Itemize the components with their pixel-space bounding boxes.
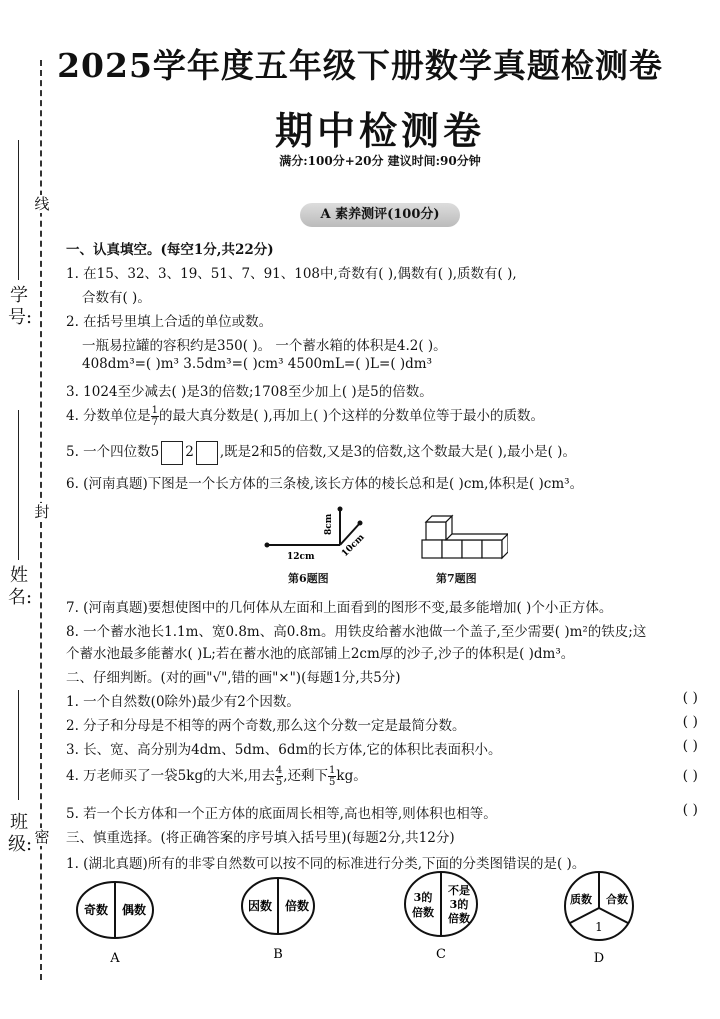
vertex-dot [358,521,363,526]
option-d-label: D [593,951,605,966]
mark-mi: 密 [34,828,50,846]
fraction-four-fifths [275,765,283,788]
option-c-right-2: 3的 [449,898,469,911]
frac-num: 1 [151,405,159,416]
digit-box-1[interactable] [161,441,183,465]
option-c-diagram[interactable] [396,866,486,970]
judge-q5-paren[interactable]: ( ) [682,802,698,818]
option-b-left: 因数 [247,899,273,913]
cube [442,540,462,558]
option-b-diagram[interactable] [235,870,325,970]
frac-num: 4 [275,765,283,776]
mark-feng: 封 [34,503,50,521]
option-c-right-1: 不是 [448,884,470,897]
option-a-diagram[interactable] [70,878,160,978]
frac-den: 5 [329,777,336,788]
q5-line [66,440,576,465]
judge-q1: 1. 一个自然数(0除外)最少有2个因数。 [66,694,300,710]
option-b-right: 倍数 [284,899,310,913]
q8-line-b: 个蓄水池最多能蓄水( )L;若在蓄水池的底部铺上2cm厚的沙子,沙子的体积是( )dm³。 [66,646,575,662]
cube-top-row [446,534,508,540]
cube [482,540,502,558]
judge-q5: 5. 若一个长方体和一个正方体的底面周长相等,高也相等,则体积也相等。 [66,806,497,822]
cube [426,522,446,540]
q4-post: 的最大真分数是( ),再加上( )个这样的分数单位等于最小的质数。 [159,408,544,424]
q2-line-a: 一瓶易拉罐的容积约是350( )。 一个蓄水箱的体积是4.2( )。 [82,338,447,354]
frac-den: 7 [151,417,159,428]
section-banner: A 素养测评(100分) [300,203,460,227]
fig6-caption: 第6题图 [288,572,329,585]
q4-line [66,404,544,428]
paper-title: 2025学年度五年级下册数学真题检测卷 [57,46,663,85]
option-d-left: 质数 [570,893,592,906]
fig6-8cm-label: 8cm [324,513,334,535]
frac-den: 5 [275,777,283,788]
option-b-label: B [273,947,283,962]
option-c-left-1: 3的 [413,891,433,904]
q2-line-b: 408dm³=( )m³ 3.5dm³=( )cm³ 4500mL=( )L=( )dm³ [82,356,433,372]
score-info: 满分:100分+20分 建议时间:90分钟 [279,154,481,168]
judge-q4-post: kg。 [336,768,367,784]
fraction-one-seventh [151,405,159,428]
option-a-right: 偶数 [121,903,147,917]
q7-line: 7. (河南真题)要想使图中的几何体从左面和上面看到的图形不变,最多能增加( )个小正方体。 [66,600,613,616]
judge-q2: 2. 分子和分母是不相等的两个奇数,那么这个分数一定是最简分数。 [66,718,466,734]
option-c-left-2: 倍数 [412,906,434,919]
cube [422,540,442,558]
judge-q4-paren[interactable]: ( ) [682,768,698,784]
q8-line-a: 8. 一个蓄水池长1.1m、宽0.8m、高0.8m。用铁皮给蓄水池做一个盖子,至少需要( )m²的铁皮;这 [66,624,647,640]
option-c-right-3: 倍数 [448,912,470,925]
option-a-left: 奇数 [83,903,109,917]
vertex-dot [338,507,343,512]
option-d-diagram[interactable] [553,868,648,972]
frac-num: 1 [329,765,336,776]
q2-heading: 2. 在括号里填上合适的单位或数。 [66,314,273,330]
q3-line: 3. 1024至少减去( )是3的倍数;1708至少加上( )是5的倍数。 [66,384,433,400]
option-d-right: 合数 [606,893,628,906]
judge-q4 [66,764,367,788]
judge-q4-pre: 4. 万老师买了一袋5kg的大米,用去 [66,768,275,784]
choice-q1: 1. (湖北真题)所有的非零自然数可以按不同的标准进行分类,下面的分类图错误的是( )。 [66,856,586,872]
judge-q3-paren[interactable]: ( ) [682,738,698,754]
cube [462,540,482,558]
xuehao-label: 学号: [8,285,33,328]
q4-pre: 4. 分数单位是 [66,408,151,424]
q1-line-a: 1. 在15、32、3、19、51、7、91、108中,奇数有( ),偶数有( ),质数有( ), [66,266,517,282]
q6-line: 6. (河南真题)下图是一个长方体的三条棱,该长方体的棱长总和是( )cm,体积是( )cm³。 [66,476,584,492]
banji-label: 班级: [8,812,33,855]
fig6-edges [255,505,375,565]
q1-line-b: 合数有( )。 [82,290,151,306]
part3-heading: 三、慎重选择。(将正确答案的序号填入括号里)(每题2分,共12分) [66,830,455,846]
judge-q4-mid: ,还剩下 [283,768,329,784]
judge-q1-paren[interactable]: ( ) [682,690,698,706]
vertex-dot [265,543,270,548]
xingming-write-line [18,410,19,560]
fig7-caption: 第7题图 [436,572,477,585]
mark-xian: 线 [34,195,50,213]
q5-pre: 5. 一个四位数5 [66,444,160,460]
part2-heading: 二、仔细判断。(对的画"√",错的画"×")(每题1分,共5分) [66,670,401,686]
fig7-cubes [418,510,508,565]
q5-mid: 2 [185,444,194,460]
digit-box-2[interactable] [196,441,218,465]
exam-subtitle: 期中检测卷 [274,108,485,153]
option-a-label: A [110,951,120,966]
banji-write-line [18,690,19,800]
xingming-label: 姓名: [8,565,33,608]
judge-q3: 3. 长、宽、高分别为4dm、5dm、6dm的长方体,它的体积比表面积小。 [66,742,502,758]
part1-heading: 一、认真填空。(每空1分,共22分) [66,242,274,258]
fig6-12cm-label: 12cm [287,552,315,562]
judge-q2-paren[interactable]: ( ) [682,714,698,730]
option-d-bottom: 1 [595,920,603,934]
fig6-10cm-label: 10cm [340,532,367,560]
option-c-label: C [436,947,446,962]
q5-post: ,既是2和5的倍数,又是3的倍数,这个数最大是( ),最小是( )。 [219,444,576,460]
